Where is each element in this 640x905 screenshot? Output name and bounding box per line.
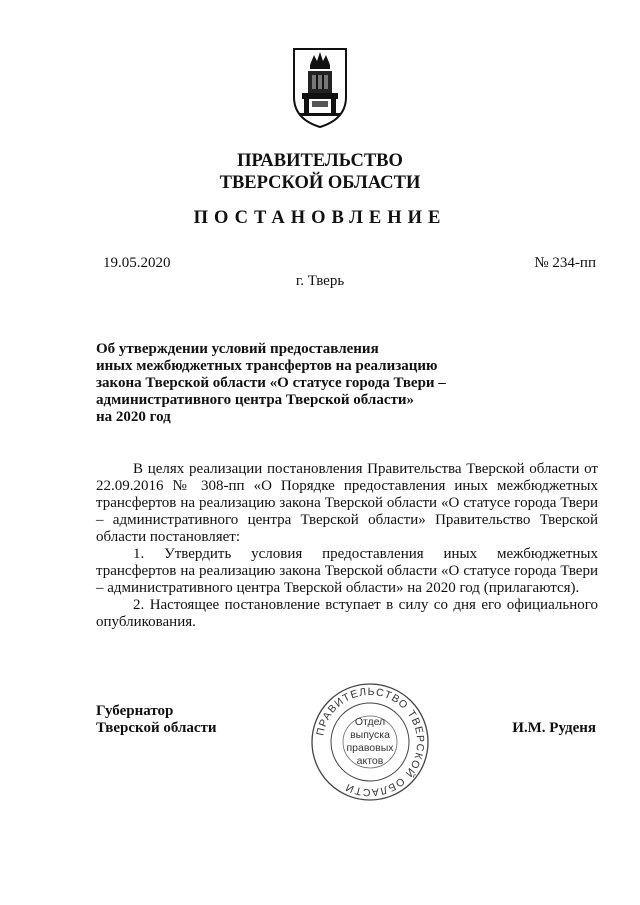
document-number: № 234-пп — [534, 255, 596, 271]
signatory-position-line2: Тверской области — [96, 720, 217, 736]
stamp-inner-line: правовых — [346, 742, 394, 754]
signatory-name: И.М. Руденя — [512, 720, 596, 736]
document-city: г. Тверь — [295, 273, 345, 289]
subject-line: административного центра Тверской области» — [96, 392, 414, 408]
stamp-inner-line: Отдел — [354, 716, 386, 728]
stamp-inner-text — [340, 716, 400, 768]
subject-line: на 2020 год — [96, 409, 171, 425]
signatory-position — [96, 703, 217, 737]
organization-name-line1: ПРАВИТЕЛЬСТВО — [237, 151, 403, 171]
coat-of-arms-emblem — [290, 45, 350, 129]
body-paragraph: 1. Утвердить условия предоставления иных межбюджетных трансфертов на реализацию закона Тверской области «О статусе города Твери – административного центра Тверской области» на 2020 год (прилагаются). — [96, 546, 598, 596]
document-subject — [96, 341, 476, 426]
document-type-title: ПОСТАНОВЛЕНИЕ — [193, 208, 447, 228]
body-paragraph: 2. Настоящее постановление вступает в силу со дня его официального опубликования. — [96, 597, 598, 630]
stamp-inner-line: выпуска — [350, 729, 390, 741]
signatory-position-line1: Губернатор — [96, 703, 174, 719]
subject-line: закона Тверской области «О статусе города Твери – — [96, 375, 446, 391]
organization-name-line2: ТВЕРСКОЙ ОБЛАСТИ — [219, 173, 421, 193]
stamp-ring-text: ПРАВИТЕЛЬСТВО ТВЕРСКОЙ ОБЛАСТИ — [314, 685, 427, 799]
stamp-inner-line: актов — [356, 755, 384, 767]
subject-line: Об утверждении условий предоставления — [96, 341, 379, 357]
document-body — [96, 461, 598, 631]
subject-line: иных межбюджетных трансфертов на реализацию — [96, 358, 438, 374]
body-paragraph: В целях реализации постановления Правительства Тверской области от 22.09.2016 № 308-пп «О Порядке предоставления иных межбюджетных трансфертов на реализацию закона Тверской области «О статусе города Твери – административного центра Тверской области» Правительство Тверской области постановляет: — [96, 461, 598, 545]
document-date: 19.05.2020 — [103, 255, 171, 271]
